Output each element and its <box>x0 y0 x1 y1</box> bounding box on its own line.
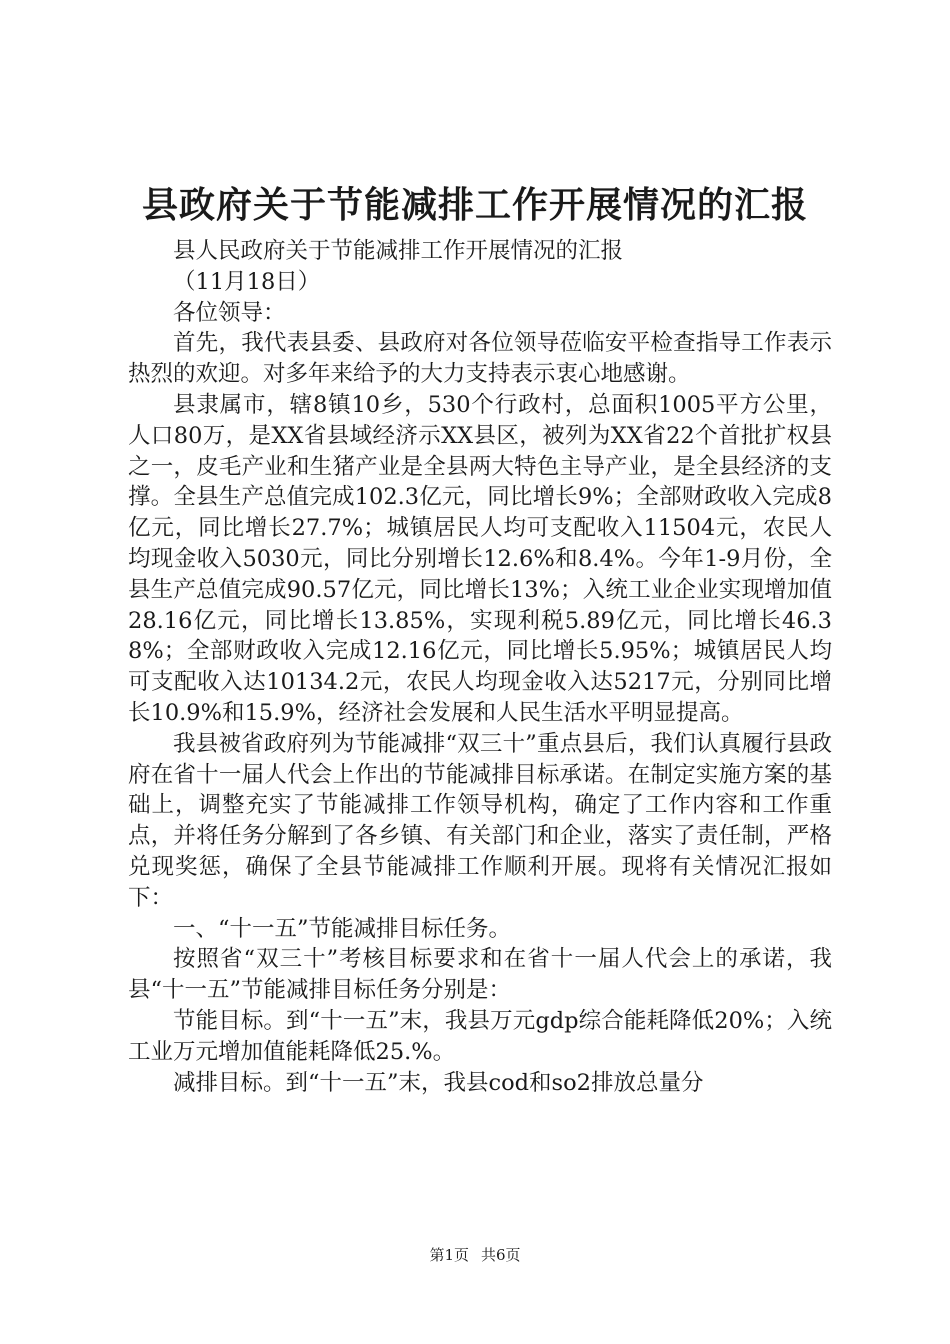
document-body <box>128 236 832 1098</box>
page-footer <box>0 1245 950 1265</box>
document-title: 县政府关于节能减排工作开展情况的汇报 <box>141 184 808 226</box>
salutation-paragraph: 各位领导： <box>173 299 286 326</box>
section-heading-1: 一、“十一五”节能减排目标任务。 <box>173 915 512 942</box>
energy-target-paragraph: 节能目标。到“十一五”末，我县万元gdp综合能耗降低20%；入统工业万元增加值能耗降低25.%。 <box>128 1007 832 1065</box>
page-number: 第1页 <box>429 1246 469 1264</box>
commitment-paragraph: 我县被省政府列为节能减排“双三十”重点县后，我们认真履行县政府在省十一届人代会上作出的节能减排目标承诺。在制定实施方案的基础上，调整充实了节能减排工作领导机构，确定了工作内容和工作重点，并将任务分解到了各乡镇、有关部门和企业，落实了责任制，严格兑现奖惩，确保了全县节能减排工作顺利开展。现将有关情况汇报如下： <box>128 730 832 911</box>
county-overview-paragraph: 县隶属市，辖8镇10乡，530个行政村，总面积1005平方公里，人口80万，是XX省县域经济示XX县区，被列为XX省22个首批扩权县之一，皮毛产业和生猪产业是全县两大特色主导产业，是全县经济的支撑。全县生产总值完成102.3亿元，同比增长9%；全部财政收入完成8亿元，同比增长27.7%；城镇居民人均可支配收入11504元，农民人均现金收入5030元，同比分别增长12.6%和8.4%。今年1-9月份，全县生产总值完成90.57亿元，同比增长13%；入统工业企业实现增加值28.16亿元，同比增长13.85%，实现利税5.89亿元，同比增长46.38%；全部财政收入完成12.16亿元，同比增长5.95%；城镇居民人均可支配收入达10134.2元，农民人均现金收入达5217元，分别同比增长10.9%和15.9%，经济社会发展和人民生活水平明显提高。 <box>128 391 832 726</box>
intro-paragraph: 首先，我代表县委、县政府对各位领导莅临安平检查指导工作表示热烈的欢迎。对多年来给予的大力支持表示衷心地感谢。 <box>128 330 832 388</box>
date-paragraph: （11月18日） <box>173 268 321 295</box>
targets-intro-paragraph: 按照省“双三十”考核目标要求和在省十一届人代会上的承诺，我县“十一五”节能减排目标任务分别是： <box>128 946 832 1004</box>
subtitle-paragraph: 县人民政府关于节能减排工作开展情况的汇报 <box>173 238 624 264</box>
page-total: 共6页 <box>481 1246 521 1264</box>
emission-target-paragraph: 减排目标。到“十一五”末，我县cod和so2排放总量分 <box>173 1069 704 1096</box>
